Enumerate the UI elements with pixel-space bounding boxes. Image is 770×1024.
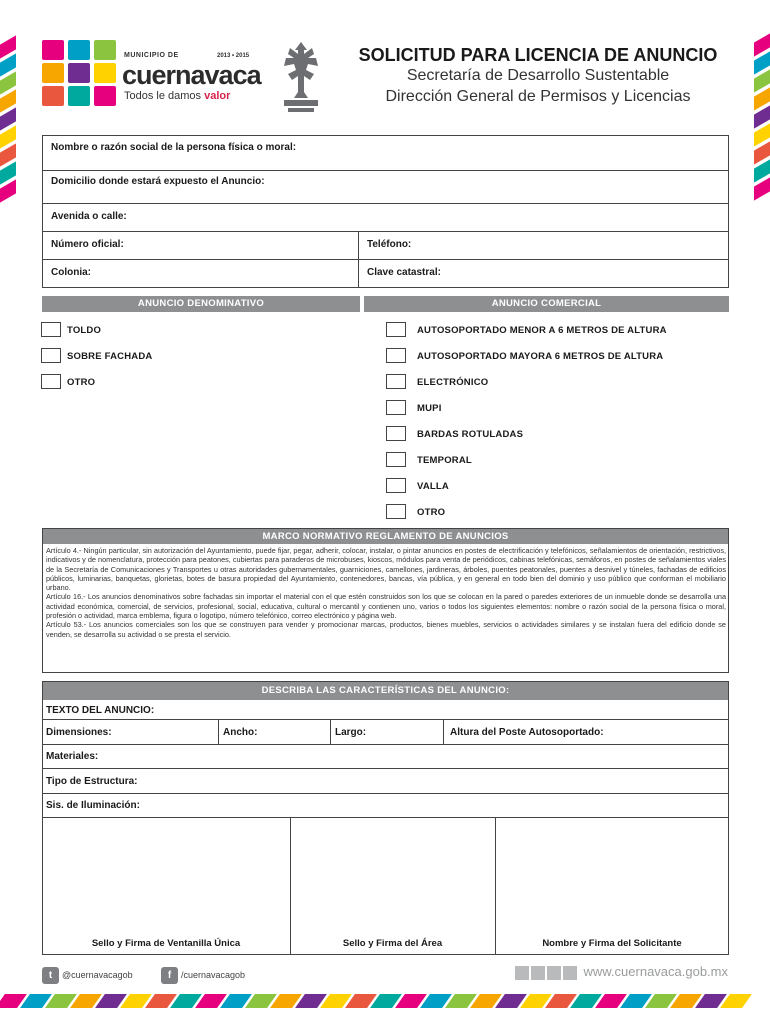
twitter-handle <box>42 966 133 984</box>
department-name: Secretaría de Desarrollo Sustentable <box>406 67 670 84</box>
dimensions-field[interactable]: Dimensiones: <box>46 727 112 738</box>
area-signature-area[interactable]: Sello y Firma del Área <box>342 938 443 949</box>
checkbox-toldo[interactable] <box>41 322 61 337</box>
logo-city-name: cuernavaca <box>122 60 261 90</box>
option-electronico-label: ELECTRÓNICO <box>417 377 489 388</box>
applicant-info-box <box>42 135 729 288</box>
checkbox-sobre-fachada[interactable] <box>41 348 61 363</box>
option-otro-comercial-label: OTRO <box>417 507 446 518</box>
directorate-name: Dirección General de Permisos y Licencias <box>385 88 691 105</box>
stripe-segment <box>68 40 90 60</box>
logo-municipality-label: MUNICIPIO DE <box>124 52 179 59</box>
option-toldo-label: TOLDO <box>67 325 102 336</box>
commercial-header: ANUNCIO COMERCIAL <box>364 296 729 312</box>
official-number-field[interactable]: Número oficial: <box>51 239 124 250</box>
regulation-header: MARCO NORMATIVO REGLAMENTO DE ANUNCIOS <box>43 529 728 544</box>
materials-field[interactable]: Materiales: <box>46 751 99 762</box>
option-autosoportado-mayor-label: AUTOSOPORTADO MAYORA 6 METROS DE ALTURA <box>417 351 664 362</box>
checkbox-electronico[interactable] <box>386 374 406 389</box>
website-squares-icon <box>515 966 577 980</box>
stripe-segment <box>68 86 90 106</box>
checkbox-autosoportado-menor[interactable] <box>386 322 406 337</box>
applicant-signature-area[interactable]: Nombre y Firma del Solicitante <box>542 938 682 949</box>
article-16-text: Artículo 16.- Los anuncios denominativos sobre fachadas sin importar el material con el que estén construidos son los que se colocan en la pared o paredes exteriores de un inmueble donde se desarrolla una actividad económica, comercial, de servicios, profesional, social, educativa, cultural o mercantil y contienen uno, varios o todos los siguientes elementos: nombre o razón social de la persona física o moral, profesión o actividad, marca emblema, figura o logotipo, número telefónico, correo electrónico y página web. <box>46 592 726 621</box>
tagline-prefix: Todos le damos <box>124 90 202 102</box>
stripe-segment <box>94 40 116 60</box>
checkbox-otro-denominativo[interactable] <box>41 374 61 389</box>
checkbox-valla[interactable] <box>386 478 406 493</box>
stripe-segment <box>42 86 64 106</box>
applicant-name-field[interactable]: Nombre o razón social de la persona física o moral: <box>51 142 297 153</box>
pole-height-field[interactable]: Altura del Poste Autosoportado: <box>450 727 604 738</box>
checkbox-otro-comercial[interactable] <box>386 504 406 519</box>
logo-squares-icon <box>42 40 118 110</box>
facebook-handle <box>161 966 245 984</box>
facebook-handle-text: /cuernavacagob <box>181 970 246 980</box>
logo-years: 2013 • 2015 <box>217 53 250 59</box>
facebook-icon: f <box>161 967 178 984</box>
characteristics-box <box>42 681 729 955</box>
form-title: SOLICITUD PARA LICENCIA DE ANUNCIO <box>358 45 718 65</box>
cadastral-key-field[interactable]: Clave catastral: <box>367 267 441 278</box>
twitter-handle-text: @cuernavacagob <box>62 970 133 980</box>
option-valla-label: VALLA <box>417 481 449 492</box>
bottom-decorative-stripe <box>0 994 770 1008</box>
option-autosoportado-menor-label: AUTOSOPORTADO MENOR A 6 METROS DE ALTURA <box>417 325 667 336</box>
stripe-segment <box>94 86 116 106</box>
checkbox-bardas-rotuladas[interactable] <box>386 426 406 441</box>
right-decorative-stripe <box>754 38 770 200</box>
phone-field[interactable]: Teléfono: <box>367 239 412 250</box>
option-bardas-rotuladas-label: BARDAS ROTULADAS <box>417 429 524 440</box>
stripe-segment <box>42 63 64 83</box>
stripe-segment <box>94 63 116 83</box>
left-decorative-stripe <box>0 40 16 202</box>
sign-address-field[interactable]: Domicilio donde estará expuesto el Anuncio: <box>51 176 265 187</box>
length-field[interactable]: Largo: <box>335 727 367 738</box>
structure-type-field[interactable]: Tipo de Estructura: <box>46 776 138 787</box>
stripe-segment <box>42 40 64 60</box>
municipal-emblem-icon <box>274 40 328 114</box>
stripe-segment <box>68 63 90 83</box>
option-sobre-fachada-label: SOBRE FACHADA <box>67 351 153 362</box>
option-otro-denominativo-label: OTRO <box>67 377 96 388</box>
window-signature-area[interactable]: Sello y Firma de Ventanilla Única <box>91 938 241 949</box>
article-53-text: Artículo 53.- Los anuncios comerciales son los que se construyen para vender y promocionar marcas, productos, bienes muebles, servicios o actividades similares y se instalan fuera del edificio donde se venden, se desarrolla su actividad o se presta el servicio. <box>46 620 726 639</box>
logo-tagline <box>124 90 230 102</box>
regulation-text <box>46 546 726 639</box>
street-field[interactable]: Avenida o calle: <box>51 211 127 222</box>
checkbox-autosoportado-mayor[interactable] <box>386 348 406 363</box>
denominative-header: ANUNCIO DENOMINATIVO <box>42 296 360 312</box>
checkbox-mupi[interactable] <box>386 400 406 415</box>
article-4-text: Artículo 4.- Ningún particular, sin autorización del Ayuntamiento, puede fijar, pegar, adherir, colocar, instalar, o pintar anuncios en postes de electrificación y telefónicos, señalamientos de orientación, restrictivos, indicativos y de nomenclatura, protección para peatones, cubiertas para paraderos de microbuses, kioscos, módulos para venta de periódicos, cabinas telefónicas, semáforos, en postes de señalamientos viales de la Secretaría de Comunicaciones y Transportes u otras autoridades gubernamentales, guarniciones, camellones, jardineras, árboles, puentes peatonales, puentes a desnivel y túneles, fachadas de edificios públicos, luminarias, banquetas, glorietas, botes de basura propiedad del Ayuntamiento, contenedores, bancas, vía pública, y en general en todo bien del dominio y uso público que conforman el mobiliario urbano. <box>46 546 726 593</box>
tagline-emphasis: valor <box>204 90 231 102</box>
lighting-system-field[interactable]: Sis. de Iluminación: <box>46 800 140 811</box>
option-temporal-label: TEMPORAL <box>417 455 472 466</box>
option-mupi-label: MUPI <box>417 403 442 414</box>
sign-text-field[interactable]: TEXTO DEL ANUNCIO: <box>46 705 155 716</box>
checkbox-temporal[interactable] <box>386 452 406 467</box>
website-url: www.cuernavaca.gob.mx <box>583 964 728 979</box>
width-field[interactable]: Ancho: <box>223 727 258 738</box>
characteristics-header: DESCRIBA LAS CARACTERÍSTICAS DEL ANUNCIO: <box>43 682 728 700</box>
cuernavaca-logo <box>42 38 262 112</box>
twitter-icon: t <box>42 967 59 984</box>
colony-field[interactable]: Colonia: <box>51 267 91 278</box>
